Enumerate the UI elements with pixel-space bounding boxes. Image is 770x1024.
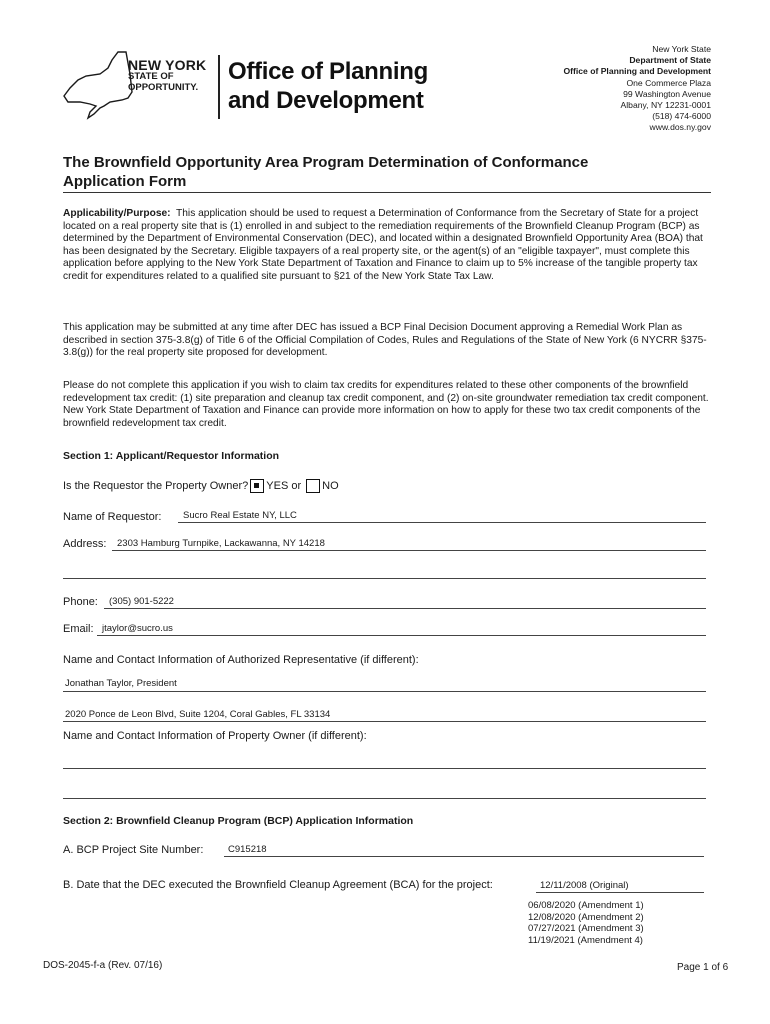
bcp-site-number-label: A. BCP Project Site Number:	[63, 844, 204, 856]
bca-date-field[interactable]: 12/11/2008 (Original)	[540, 880, 629, 891]
exclusions-paragraph: Please do not complete this application if you wish to claim tax credits for expenditures related to these other components of the brownfield redevelopment tax credit: (1) site preparation and cleanup tax credit component, and (2) on-site groundwater remediation tax credit component. New York State Department of Taxation and Finance can provide more information on how to apply for these two tax credit components of the brownfield redevelopment tax credit.	[63, 380, 709, 429]
bca-date-row	[63, 878, 493, 892]
requestor-name-row	[63, 510, 161, 524]
amendment-item: 11/19/2021 (Amendment 4)	[528, 934, 643, 946]
property-owner-underline-1[interactable]	[63, 768, 706, 769]
agency-line-7: (518) 474-6000	[652, 111, 711, 122]
applicability-text: This application should be used to request a Determination of Conformance from the Secretary of State for a project located on a real property site that is (1) enrolled in and subject to the remediation requirements of the Brownfield Cleanup Program (BCP) as determined by the Department of Environmental Conservation (DEC), and located within a designated Brownfield Opportunity Area (BOA) that has been designated by the Secretary. Eligible taxpayers of a real property site, or the agent(s) of an "eligible taxpayer", must complete this application before applying to the New York State Department of Taxation and Finance to claim up to 5% increase of the tangible property tax credit for expenditures related to a qualified site pursuant to §21 of the New York State Tax Law.	[63, 208, 703, 282]
requestor-name-field[interactable]: Sucro Real Estate NY, LLC	[183, 510, 297, 521]
address-label: Address:	[63, 538, 107, 550]
email-label: Email:	[63, 623, 94, 635]
agency-line-1: New York State	[652, 44, 711, 54]
yes-label: YES or	[266, 480, 302, 492]
requestor-name-label: Name of Requestor:	[63, 511, 162, 523]
authorized-rep-row	[63, 653, 419, 667]
agency-line-3: Office of Planning and Development	[563, 66, 711, 77]
section-2-heading: Section 2: Brownfield Cleanup Program (BCP) Application Information	[63, 815, 414, 827]
agency-line-4: One Commerce Plaza	[626, 77, 711, 88]
no-checkbox[interactable]	[306, 479, 320, 493]
phone-label: Phone:	[63, 596, 98, 608]
office-title	[228, 57, 428, 115]
bca-date-underline	[536, 892, 704, 893]
bca-date-label: B. Date that the DEC executed the Brownfield Cleanup Agreement (BCA) for the project:	[63, 879, 493, 891]
email-row	[63, 622, 94, 636]
authorized-rep-label: Name and Contact Information of Authorized Representative (if different):	[63, 654, 419, 666]
applicability-paragraph	[63, 208, 715, 284]
email-underline	[97, 635, 706, 636]
requestor-name-underline	[178, 522, 706, 523]
amendment-item: 07/27/2021 (Amendment 3)	[528, 923, 644, 934]
address-line-2-underline[interactable]	[63, 578, 706, 579]
page-number: Page 1 of 6	[677, 962, 729, 973]
address-field[interactable]: 2303 Hamburg Turnpike, Lackawanna, NY 14218	[117, 538, 325, 549]
section-1-heading: Section 1: Applicant/Requestor Information	[63, 450, 280, 462]
agency-address-block	[563, 44, 711, 134]
form-title-line-2: Application Form	[63, 173, 187, 190]
phone-field[interactable]: (305) 901-5222	[109, 596, 174, 607]
amendment-list	[528, 900, 644, 946]
authorized-rep-name-underline	[63, 691, 706, 692]
form-title	[63, 153, 588, 191]
property-owner-label: Name and Contact Information of Property Owner (if different):	[63, 730, 367, 742]
office-title-line-2: and Development	[228, 87, 424, 114]
header-divider	[218, 55, 220, 119]
agency-line-6: Albany, NY 12231-0001	[620, 100, 711, 111]
no-label: NO	[322, 480, 339, 492]
bcp-site-number-underline	[224, 856, 704, 857]
logo-line-2: STATE OF	[128, 71, 174, 82]
amendment-item: 12/08/2020 (Amendment 2)	[528, 911, 644, 923]
property-owner-underline-2[interactable]	[63, 798, 706, 799]
phone-row	[63, 595, 98, 609]
property-owner-row	[63, 729, 367, 743]
amendment-item: 06/08/2020 (Amendment 1)	[528, 900, 644, 911]
authorized-rep-name-field[interactable]: Jonathan Taylor, President	[65, 678, 177, 689]
bcp-site-number-row	[63, 843, 203, 857]
title-rule	[63, 192, 711, 193]
office-title-line-1: Office of Planning	[228, 58, 428, 85]
logo-line-1: NEW YORK	[128, 57, 207, 73]
address-row	[63, 537, 106, 551]
owner-question-row	[63, 479, 339, 493]
owner-question-label: Is the Requestor the Property Owner?	[63, 480, 249, 492]
agency-website: www.dos.ny.gov	[649, 122, 711, 133]
email-field[interactable]: jtaylor@sucro.us	[102, 623, 173, 634]
agency-line-2: Department of State	[629, 55, 711, 66]
nys-logo-text	[128, 57, 207, 93]
logo-line-3: OPPORTUNITY.	[128, 82, 199, 93]
form-id: DOS-2045-f-a (Rev. 07/16)	[43, 960, 163, 971]
address-underline	[112, 550, 706, 551]
yes-checkbox[interactable]	[250, 479, 264, 493]
applicability-label: Applicability/Purpose:	[63, 208, 171, 219]
submission-timing-paragraph: This application may be submitted at any time after DEC has issued a BCP Final Decision Document approving a Remedial Work Plan as described in section 375-3.8(g) of Title 6 of the Official Compilation of Codes, Rules and Regulations of the State of New York (6 NYCRR §375-3.8(g)) for the real property site proposed for development.	[63, 322, 707, 359]
authorized-rep-address-underline	[63, 721, 706, 722]
agency-line-5: 99 Washington Avenue	[623, 88, 711, 99]
form-title-line-1: The Brownfield Opportunity Area Program Determination of Conformance	[63, 154, 589, 171]
phone-underline	[104, 608, 706, 609]
bcp-site-number-field[interactable]: C915218	[228, 844, 267, 855]
authorized-rep-address-field[interactable]: 2020 Ponce de Leon Blvd, Suite 1204, Coral Gables, FL 33134	[65, 709, 331, 720]
